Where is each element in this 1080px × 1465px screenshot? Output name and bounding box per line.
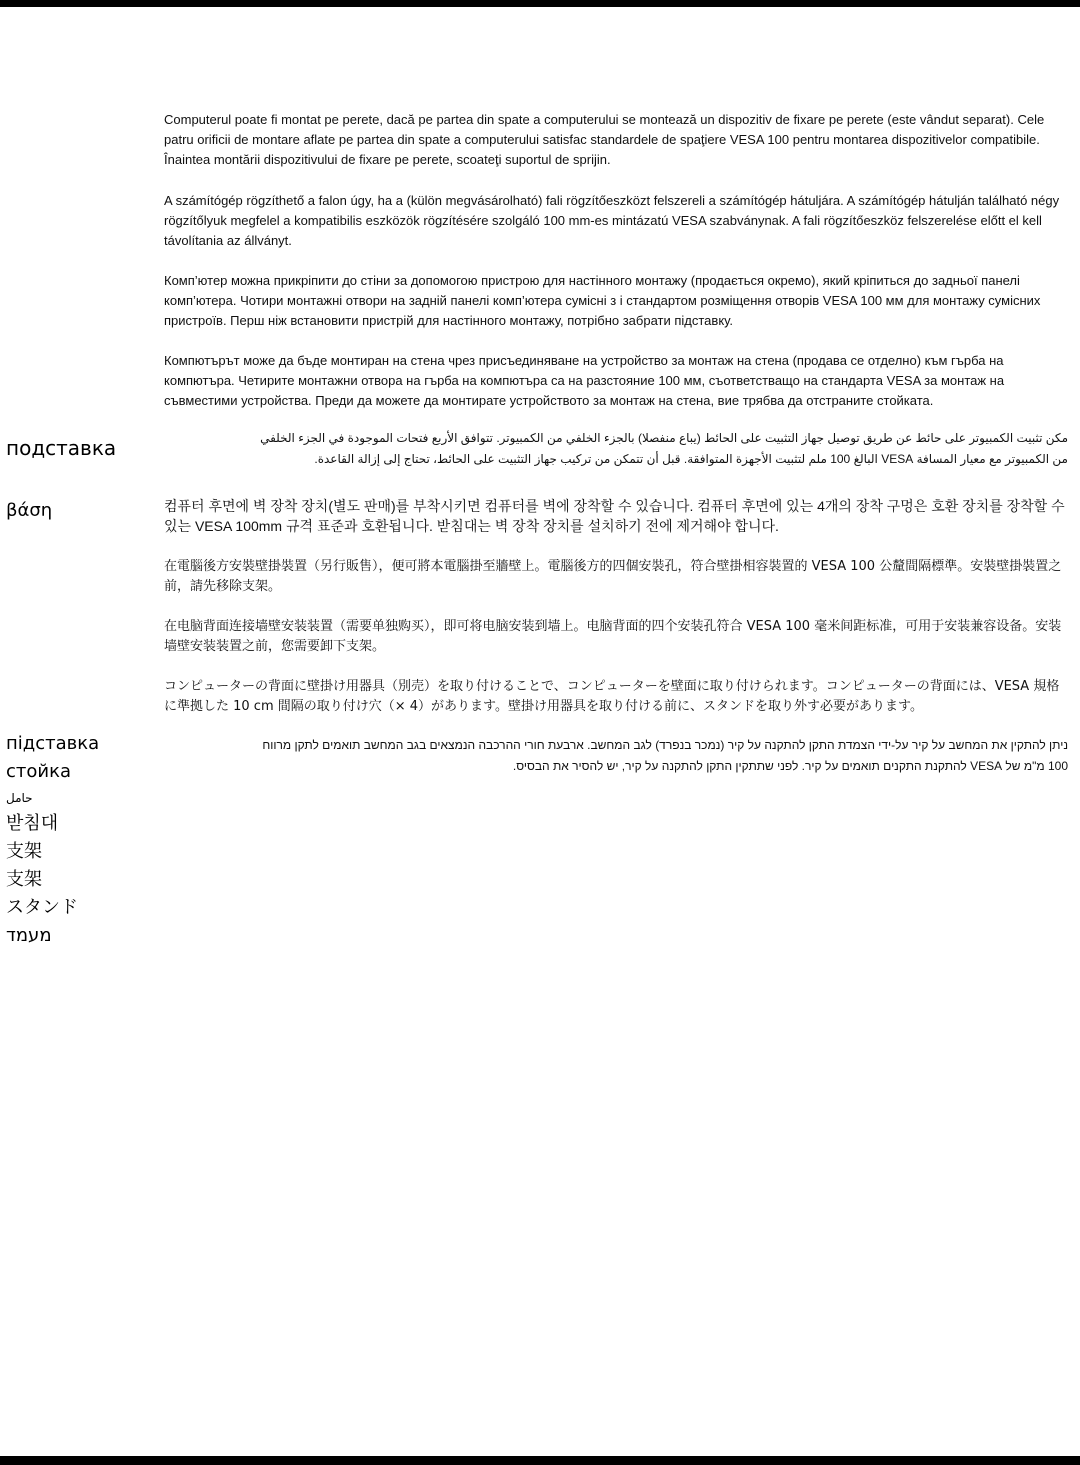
stand-translations-list <box>6 730 99 950</box>
paragraph-chinese-simplified: 在电脑背面连接墙壁安装装置（需要单独购买），即可将电脑安装到墙上。电脑背面的四个安装孔符合 VESA 100 毫米间距标准，可用于安装兼容设备。安装墙壁安装装置之前，您需要卸下支架。 <box>164 619 1062 654</box>
stand-label-zh-tw: 支架 <box>6 841 42 862</box>
paragraph-romanian: Computerul poate fi montat pe perete, dacă pe partea din spate a computerului se montează un dispozitiv de fixare pe perete (este vândut separat). Cele patru orificii de montare aflate pe partea din spate a computerului satisfac standardele de spaţiere VESA 100 pentru montarea dispozitivelor compatibile. Înaintea montării dispozitivului de fixare pe perete, scoateţi suportul de sprijin. <box>164 112 1045 167</box>
paragraph-japanese: コンピューターの背面に壁掛け用器具（別売）を取り付けることで、コンピューターを壁面に取り付けられます。コンピューターの背面には、VESA 規格に準拠した 10 cm 間隔の取り付け穴（× 4）があります。壁掛け用器具を取り付ける前に、スタンドを取り外す必要があります。 <box>164 679 1060 714</box>
stand-label-ar: حامل <box>6 791 33 805</box>
paragraph-arabic: مكن تثبيت الكمبيوتر على حائط عن طريق توصيل جهاز التثبيت على الحائط (يباع منفصلا) بالجزء الخلفي من الكمبيوتر. تتوافق الأربع فتحات الموجودة في الجزء الخلفي من الكمبيوتر مع معيار المسافة VESA البالغ 100 ملم لتثبيت الأجهزة المتوافقة. قبل أن تتمكن من تركيب جهاز التثبيت على الحائط، تحتاج إلى إزالة القاعدة. <box>260 431 1068 466</box>
side-label-podstavka: подставка <box>6 436 117 460</box>
stand-label-zh-cn: 支架 <box>6 869 42 890</box>
paragraph-chinese-traditional: 在電腦後方安裝壁掛裝置（另行販售），便可將本電腦掛至牆壁上。電腦後方的四個安裝孔，符合壁掛相容裝置的 VESA 100 公釐間隔標準。安裝壁掛裝置之前，請先移除支架。 <box>164 559 1062 594</box>
stand-label-uk: підставка <box>6 733 100 754</box>
paragraph-ukrainian: Комп’ютер можна прикріпити до стіни за допомогою пристрою для настінного монтажу (продається окремо), який кріпиться до задньої панелі комп’ютера. Чотири монтажні отвори на задній панелі комп’ютера сумісні з і стандартом розміщення отворів VESA 100 мм для монтажу сумісних пристроїв. Перш ніж встановити пристрій для настінного монтажу, потрібно забрати підставку. <box>164 273 1041 328</box>
stand-label-bg: стойка <box>6 761 71 782</box>
side-label-vasi: βάση <box>6 500 53 521</box>
paragraph-korean: 컴퓨터 후면에 벽 장착 장치(별도 판매)를 부착시키면 컴퓨터를 벽에 장착할 수 있습니다. 컴퓨터 후면에 있는 4개의 장착 구멍은 호환 장치를 장착할 수 있는 VESA 100mm 규격 표준과 호환됩니다. 받침대는 벽 장착 장치를 설치하기 전에 제거해야 합니다. <box>164 498 1065 534</box>
paragraph-bulgarian: Компютърът може да бъде монтиран на стена чрез присъединяване на устройство за монтаж на стена (продава се отделно) към гърба на компютъра. Четирите монтажни отвора на гърба на компютъра са на разстояние 100 мм, съответстващо на стандарта VESA за монтаж на съвместими устройства. Преди да можете да монтирате устройството за монтаж на стена, вие трябва да отстраните стойката. <box>164 353 1005 408</box>
paragraph-hungarian: A számítógép rögzíthető a falon úgy, ha a (külön megvásárolható) fali rögzítőeszközt felszereli a számítógép hátuljára. A számítógép hátulján található négy rögzítőlyuk megfelel a kompatibilis eszközök rögzítésére szolgáló 100 mm-es mintázatú VESA szabványnak. A fali rögzítőeszköz felszerelése előtt el kell távolítania az állványt. <box>164 193 1060 248</box>
bottom-rule <box>0 1456 1080 1465</box>
paragraph-hebrew: ניתן להתקין את המחשב על קיר על-ידי הצמדת התקן להתקנה על קיר (נמכר בנפרד) לגב המחשב. ארבעת חורי ההרכבה הנמצאים בגב המחשב תואמים לתקן מרווח 100 מ"מ של VESA להתקנת התקנים תואמים על קיר. לפני שתתקין התקן להתקנה על קיר, יש להסיר את הבסיס. <box>262 738 1068 773</box>
stand-label-he: מעמד <box>6 925 52 946</box>
top-rule <box>0 0 1080 7</box>
stand-label-ja: スタンド <box>6 897 78 918</box>
stand-label-ko: 받침대 <box>6 813 59 834</box>
